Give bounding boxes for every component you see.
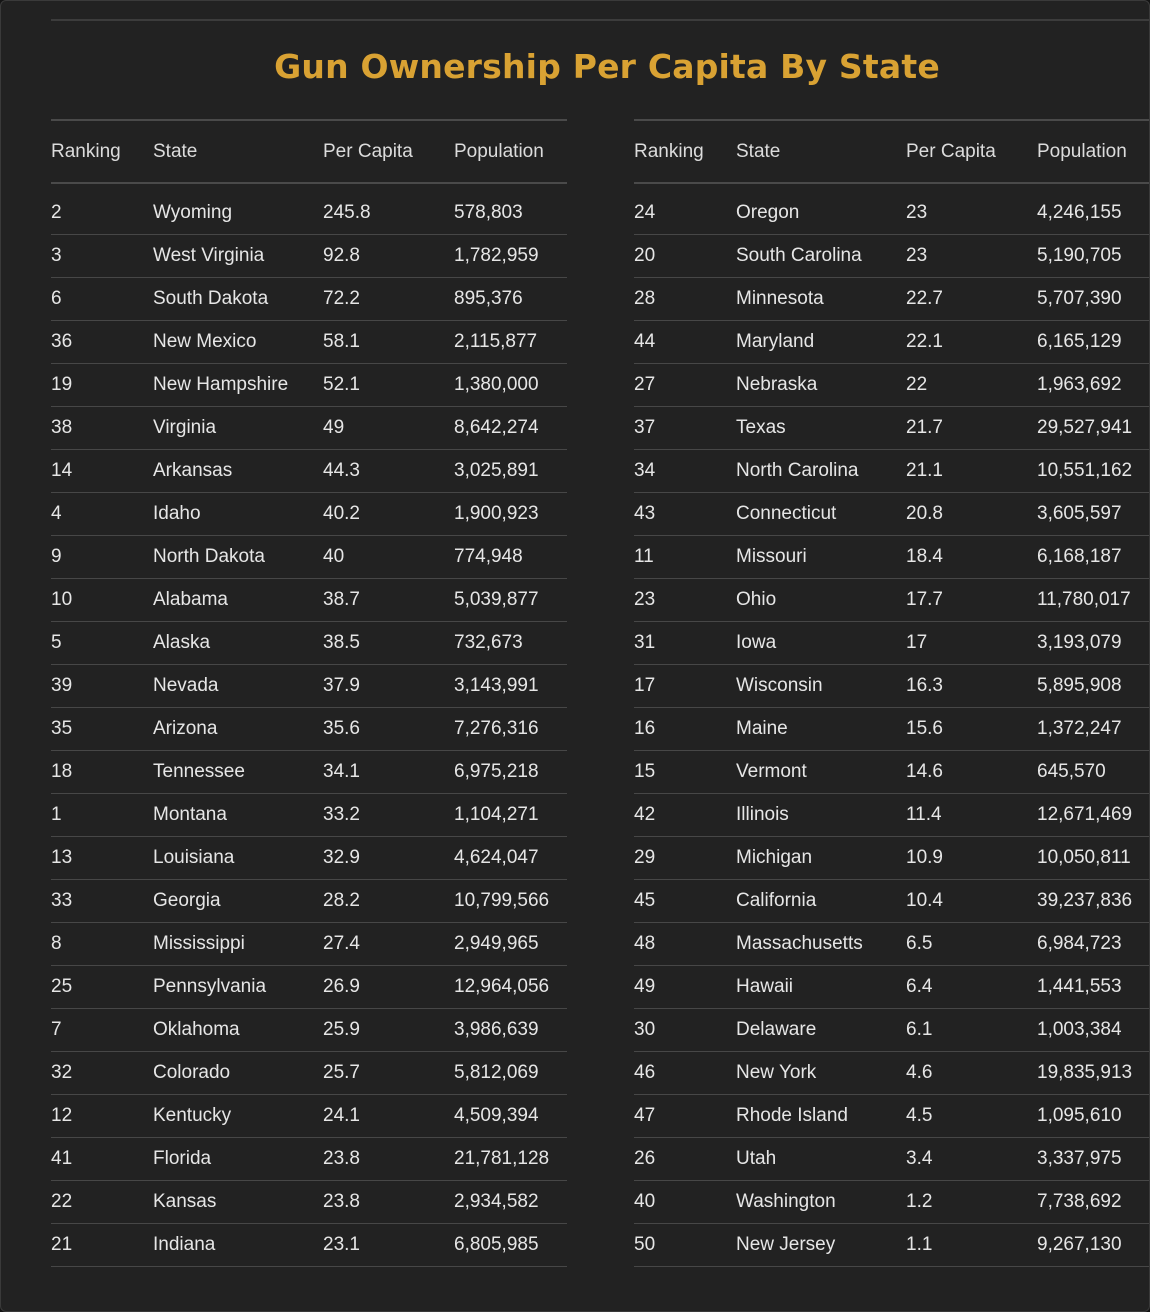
cell-ranking: 42: [634, 793, 736, 836]
cell-per-capita: 11.4: [906, 793, 1037, 836]
cell-state: Illinois: [736, 793, 906, 836]
cell-per-capita: 4.6: [906, 1051, 1037, 1094]
cell-population: 3,025,891: [454, 449, 567, 492]
cell-ranking: 1: [51, 793, 153, 836]
cell-ranking: 3: [51, 234, 153, 277]
cell-ranking: 50: [634, 1223, 736, 1266]
cell-state: Maryland: [736, 320, 906, 363]
cell-state: Arkansas: [153, 449, 323, 492]
cell-ranking: 39: [51, 664, 153, 707]
cell-per-capita: 17.7: [906, 578, 1037, 621]
cell-state: Massachusetts: [736, 922, 906, 965]
cell-population: 578,803: [454, 183, 567, 234]
table-row: [634, 965, 1150, 1008]
table-row: [51, 621, 567, 664]
cell-ranking: 10: [51, 578, 153, 621]
cell-ranking: 45: [634, 879, 736, 922]
table-body-right: [634, 183, 1150, 1266]
cell-per-capita: 15.6: [906, 707, 1037, 750]
table-row: [634, 750, 1150, 793]
table-row: [51, 363, 567, 406]
table-row: [51, 1094, 567, 1137]
cell-state: Virginia: [153, 406, 323, 449]
table-row: [51, 1137, 567, 1180]
cell-population: 39,237,836: [1037, 879, 1150, 922]
cell-population: 2,115,877: [454, 320, 567, 363]
table-row: [51, 406, 567, 449]
cell-per-capita: 23.8: [323, 1180, 454, 1223]
cell-population: 732,673: [454, 621, 567, 664]
table-row: [51, 707, 567, 750]
cell-per-capita: 25.7: [323, 1051, 454, 1094]
cell-ranking: 19: [51, 363, 153, 406]
column-header-ranking: Ranking: [634, 120, 736, 183]
cell-population: 7,276,316: [454, 707, 567, 750]
table-row: [634, 664, 1150, 707]
table-header-row: [51, 120, 567, 183]
cell-ranking: 8: [51, 922, 153, 965]
table-row: [634, 793, 1150, 836]
cell-ranking: 15: [634, 750, 736, 793]
cell-state: Montana: [153, 793, 323, 836]
cell-state: New Mexico: [153, 320, 323, 363]
table-row: [634, 277, 1150, 320]
table-row: [634, 1223, 1150, 1266]
cell-population: 10,551,162: [1037, 449, 1150, 492]
cell-state: Rhode Island: [736, 1094, 906, 1137]
table-row: [51, 578, 567, 621]
cell-state: Kentucky: [153, 1094, 323, 1137]
table-body-left: [51, 183, 567, 1266]
cell-population: 645,570: [1037, 750, 1150, 793]
cell-ranking: 29: [634, 836, 736, 879]
cell-state: Florida: [153, 1137, 323, 1180]
cell-per-capita: 37.9: [323, 664, 454, 707]
cell-state: Oregon: [736, 183, 906, 234]
cell-per-capita: 25.9: [323, 1008, 454, 1051]
cell-state: Wisconsin: [736, 664, 906, 707]
cell-ranking: 32: [51, 1051, 153, 1094]
cell-per-capita: 38.7: [323, 578, 454, 621]
cell-per-capita: 4.5: [906, 1094, 1037, 1137]
table-row: [51, 1051, 567, 1094]
cell-state: Tennessee: [153, 750, 323, 793]
cell-ranking: 40: [634, 1180, 736, 1223]
cell-state: South Carolina: [736, 234, 906, 277]
cell-population: 3,193,079: [1037, 621, 1150, 664]
cell-state: North Dakota: [153, 535, 323, 578]
cell-population: 29,527,941: [1037, 406, 1150, 449]
table-row: [51, 664, 567, 707]
cell-state: Colorado: [153, 1051, 323, 1094]
cell-ranking: 26: [634, 1137, 736, 1180]
cell-ranking: 28: [634, 277, 736, 320]
cell-ranking: 49: [634, 965, 736, 1008]
cell-population: 4,624,047: [454, 836, 567, 879]
cell-ranking: 33: [51, 879, 153, 922]
cell-per-capita: 245.8: [323, 183, 454, 234]
cell-state: Alabama: [153, 578, 323, 621]
cell-population: 6,805,985: [454, 1223, 567, 1266]
cell-per-capita: 21.7: [906, 406, 1037, 449]
cell-ranking: 7: [51, 1008, 153, 1051]
cell-state: Oklahoma: [153, 1008, 323, 1051]
cell-state: Wyoming: [153, 183, 323, 234]
cell-per-capita: 20.8: [906, 492, 1037, 535]
cell-state: Michigan: [736, 836, 906, 879]
cell-ranking: 38: [51, 406, 153, 449]
table-row: [51, 449, 567, 492]
cell-state: Vermont: [736, 750, 906, 793]
cell-ranking: 43: [634, 492, 736, 535]
table-row: [634, 1137, 1150, 1180]
cell-ranking: 2: [51, 183, 153, 234]
cell-per-capita: 10.9: [906, 836, 1037, 879]
cell-population: 1,380,000: [454, 363, 567, 406]
cell-per-capita: 24.1: [323, 1094, 454, 1137]
cell-ranking: 47: [634, 1094, 736, 1137]
cell-population: 19,835,913: [1037, 1051, 1150, 1094]
table-row: [634, 879, 1150, 922]
cell-population: 9,267,130: [1037, 1223, 1150, 1266]
cell-population: 5,707,390: [1037, 277, 1150, 320]
cell-per-capita: 22.7: [906, 277, 1037, 320]
table-row: [51, 535, 567, 578]
cell-state: Connecticut: [736, 492, 906, 535]
table-row: [634, 578, 1150, 621]
cell-per-capita: 44.3: [323, 449, 454, 492]
table-row: [634, 234, 1150, 277]
cell-population: 6,984,723: [1037, 922, 1150, 965]
cell-population: 1,003,384: [1037, 1008, 1150, 1051]
column-header-population: Population: [1037, 120, 1150, 183]
cell-ranking: 30: [634, 1008, 736, 1051]
cell-state: Texas: [736, 406, 906, 449]
cell-state: New Hampshire: [153, 363, 323, 406]
cell-state: Minnesota: [736, 277, 906, 320]
cell-ranking: 46: [634, 1051, 736, 1094]
cell-state: Louisiana: [153, 836, 323, 879]
cell-per-capita: 92.8: [323, 234, 454, 277]
cell-population: 6,168,187: [1037, 535, 1150, 578]
cell-ranking: 25: [51, 965, 153, 1008]
cell-per-capita: 6.5: [906, 922, 1037, 965]
cell-per-capita: 14.6: [906, 750, 1037, 793]
cell-state: Nevada: [153, 664, 323, 707]
cell-per-capita: 23: [906, 234, 1037, 277]
cell-population: 1,372,247: [1037, 707, 1150, 750]
table-row: [51, 320, 567, 363]
table-row: [51, 234, 567, 277]
cell-per-capita: 17: [906, 621, 1037, 664]
cell-per-capita: 6.4: [906, 965, 1037, 1008]
cell-ranking: 12: [51, 1094, 153, 1137]
cell-state: Ohio: [736, 578, 906, 621]
table-row: [51, 183, 567, 234]
cell-per-capita: 58.1: [323, 320, 454, 363]
column-header-state: State: [736, 120, 906, 183]
cell-ranking: 5: [51, 621, 153, 664]
column-header-ranking: Ranking: [51, 120, 153, 183]
cell-state: South Dakota: [153, 277, 323, 320]
cell-state: Nebraska: [736, 363, 906, 406]
cell-ranking: 41: [51, 1137, 153, 1180]
table-row: [634, 621, 1150, 664]
cell-ranking: 4: [51, 492, 153, 535]
cell-population: 12,964,056: [454, 965, 567, 1008]
table-row: [51, 1008, 567, 1051]
cell-population: 6,975,218: [454, 750, 567, 793]
cell-per-capita: 10.4: [906, 879, 1037, 922]
cell-state: Missouri: [736, 535, 906, 578]
cell-per-capita: 49: [323, 406, 454, 449]
table-row: [634, 320, 1150, 363]
cell-ranking: 20: [634, 234, 736, 277]
table-row: [634, 1051, 1150, 1094]
table-row: [634, 922, 1150, 965]
cell-ranking: 9: [51, 535, 153, 578]
cell-state: North Carolina: [736, 449, 906, 492]
cell-population: 12,671,469: [1037, 793, 1150, 836]
cell-population: 5,190,705: [1037, 234, 1150, 277]
cell-per-capita: 23.1: [323, 1223, 454, 1266]
table-header-row: [634, 120, 1150, 183]
cell-population: 5,039,877: [454, 578, 567, 621]
cell-ranking: 23: [634, 578, 736, 621]
cell-per-capita: 6.1: [906, 1008, 1037, 1051]
cell-population: 1,441,553: [1037, 965, 1150, 1008]
ranking-table-left: [51, 119, 567, 1267]
cell-per-capita: 32.9: [323, 836, 454, 879]
cell-ranking: 31: [634, 621, 736, 664]
table-row: [51, 1180, 567, 1223]
table-row: [51, 1223, 567, 1266]
cell-population: 1,104,271: [454, 793, 567, 836]
cell-state: Indiana: [153, 1223, 323, 1266]
table-row: [634, 363, 1150, 406]
cell-per-capita: 1.1: [906, 1223, 1037, 1266]
cell-per-capita: 23.8: [323, 1137, 454, 1180]
table-row: [634, 449, 1150, 492]
cell-per-capita: 40: [323, 535, 454, 578]
table-row: [634, 492, 1150, 535]
cell-per-capita: 23: [906, 183, 1037, 234]
cell-per-capita: 1.2: [906, 1180, 1037, 1223]
cell-state: Washington: [736, 1180, 906, 1223]
cell-state: Mississippi: [153, 922, 323, 965]
column-header-per-capita: Per Capita: [323, 120, 454, 183]
cell-per-capita: 38.5: [323, 621, 454, 664]
table-row: [634, 535, 1150, 578]
cell-state: Kansas: [153, 1180, 323, 1223]
cell-ranking: 48: [634, 922, 736, 965]
cell-state: Georgia: [153, 879, 323, 922]
cell-state: Iowa: [736, 621, 906, 664]
cell-population: 21,781,128: [454, 1137, 567, 1180]
cell-ranking: 16: [634, 707, 736, 750]
table-row: [51, 965, 567, 1008]
cell-state: New York: [736, 1051, 906, 1094]
cell-state: Hawaii: [736, 965, 906, 1008]
cell-ranking: 17: [634, 664, 736, 707]
cell-per-capita: 22: [906, 363, 1037, 406]
cell-ranking: 11: [634, 535, 736, 578]
cell-state: Maine: [736, 707, 906, 750]
cell-ranking: 14: [51, 449, 153, 492]
table-row: [51, 277, 567, 320]
cell-ranking: 21: [51, 1223, 153, 1266]
cell-population: 1,900,923: [454, 492, 567, 535]
cell-per-capita: 35.6: [323, 707, 454, 750]
cell-per-capita: 16.3: [906, 664, 1037, 707]
cell-state: West Virginia: [153, 234, 323, 277]
cell-state: Idaho: [153, 492, 323, 535]
cell-population: 1,782,959: [454, 234, 567, 277]
cell-population: 11,780,017: [1037, 578, 1150, 621]
cell-ranking: 18: [51, 750, 153, 793]
table-row: [51, 879, 567, 922]
cell-state: Utah: [736, 1137, 906, 1180]
cell-ranking: 6: [51, 277, 153, 320]
cell-population: 7,738,692: [1037, 1180, 1150, 1223]
cell-population: 774,948: [454, 535, 567, 578]
cell-per-capita: 33.2: [323, 793, 454, 836]
cell-state: Alaska: [153, 621, 323, 664]
ranking-table-right: [634, 119, 1150, 1267]
cell-ranking: 24: [634, 183, 736, 234]
cell-ranking: 35: [51, 707, 153, 750]
cell-ranking: 27: [634, 363, 736, 406]
cell-state: Delaware: [736, 1008, 906, 1051]
cell-population: 8,642,274: [454, 406, 567, 449]
table-row: [634, 183, 1150, 234]
cell-population: 2,949,965: [454, 922, 567, 965]
cell-population: 4,246,155: [1037, 183, 1150, 234]
cell-ranking: 36: [51, 320, 153, 363]
cell-population: 10,050,811: [1037, 836, 1150, 879]
table-row: [634, 406, 1150, 449]
table-row: [634, 1180, 1150, 1223]
cell-population: 3,143,991: [454, 664, 567, 707]
cell-ranking: 37: [634, 406, 736, 449]
cell-population: 3,605,597: [1037, 492, 1150, 535]
cell-state: California: [736, 879, 906, 922]
cell-per-capita: 27.4: [323, 922, 454, 965]
table-row: [634, 707, 1150, 750]
cell-population: 10,799,566: [454, 879, 567, 922]
cell-per-capita: 26.9: [323, 965, 454, 1008]
cell-population: 5,895,908: [1037, 664, 1150, 707]
cell-ranking: 22: [51, 1180, 153, 1223]
table-row: [634, 1008, 1150, 1051]
column-header-per-capita: Per Capita: [906, 120, 1037, 183]
table-row: [51, 492, 567, 535]
cell-population: 6,165,129: [1037, 320, 1150, 363]
cell-population: 5,812,069: [454, 1051, 567, 1094]
cell-state: Arizona: [153, 707, 323, 750]
cell-per-capita: 72.2: [323, 277, 454, 320]
cell-state: New Jersey: [736, 1223, 906, 1266]
cell-per-capita: 28.2: [323, 879, 454, 922]
cell-per-capita: 52.1: [323, 363, 454, 406]
cell-population: 1,963,692: [1037, 363, 1150, 406]
cell-population: 4,509,394: [454, 1094, 567, 1137]
table-row: [51, 922, 567, 965]
cell-population: 895,376: [454, 277, 567, 320]
top-divider: [51, 19, 1150, 21]
cell-per-capita: 3.4: [906, 1137, 1037, 1180]
cell-ranking: 13: [51, 836, 153, 879]
cell-population: 2,934,582: [454, 1180, 567, 1223]
table-row: [51, 836, 567, 879]
cell-per-capita: 34.1: [323, 750, 454, 793]
cell-per-capita: 21.1: [906, 449, 1037, 492]
cell-per-capita: 22.1: [906, 320, 1037, 363]
column-header-state: State: [153, 120, 323, 183]
column-header-population: Population: [454, 120, 567, 183]
cell-population: 3,337,975: [1037, 1137, 1150, 1180]
cell-ranking: 44: [634, 320, 736, 363]
cell-state: Pennsylvania: [153, 965, 323, 1008]
cell-population: 3,986,639: [454, 1008, 567, 1051]
cell-per-capita: 40.2: [323, 492, 454, 535]
cell-population: 1,095,610: [1037, 1094, 1150, 1137]
table-row: [634, 836, 1150, 879]
table-row: [51, 793, 567, 836]
cell-per-capita: 18.4: [906, 535, 1037, 578]
cell-ranking: 34: [634, 449, 736, 492]
table-row: [634, 1094, 1150, 1137]
table-row: [51, 750, 567, 793]
page-title: Gun Ownership Per Capita By State: [274, 47, 940, 86]
